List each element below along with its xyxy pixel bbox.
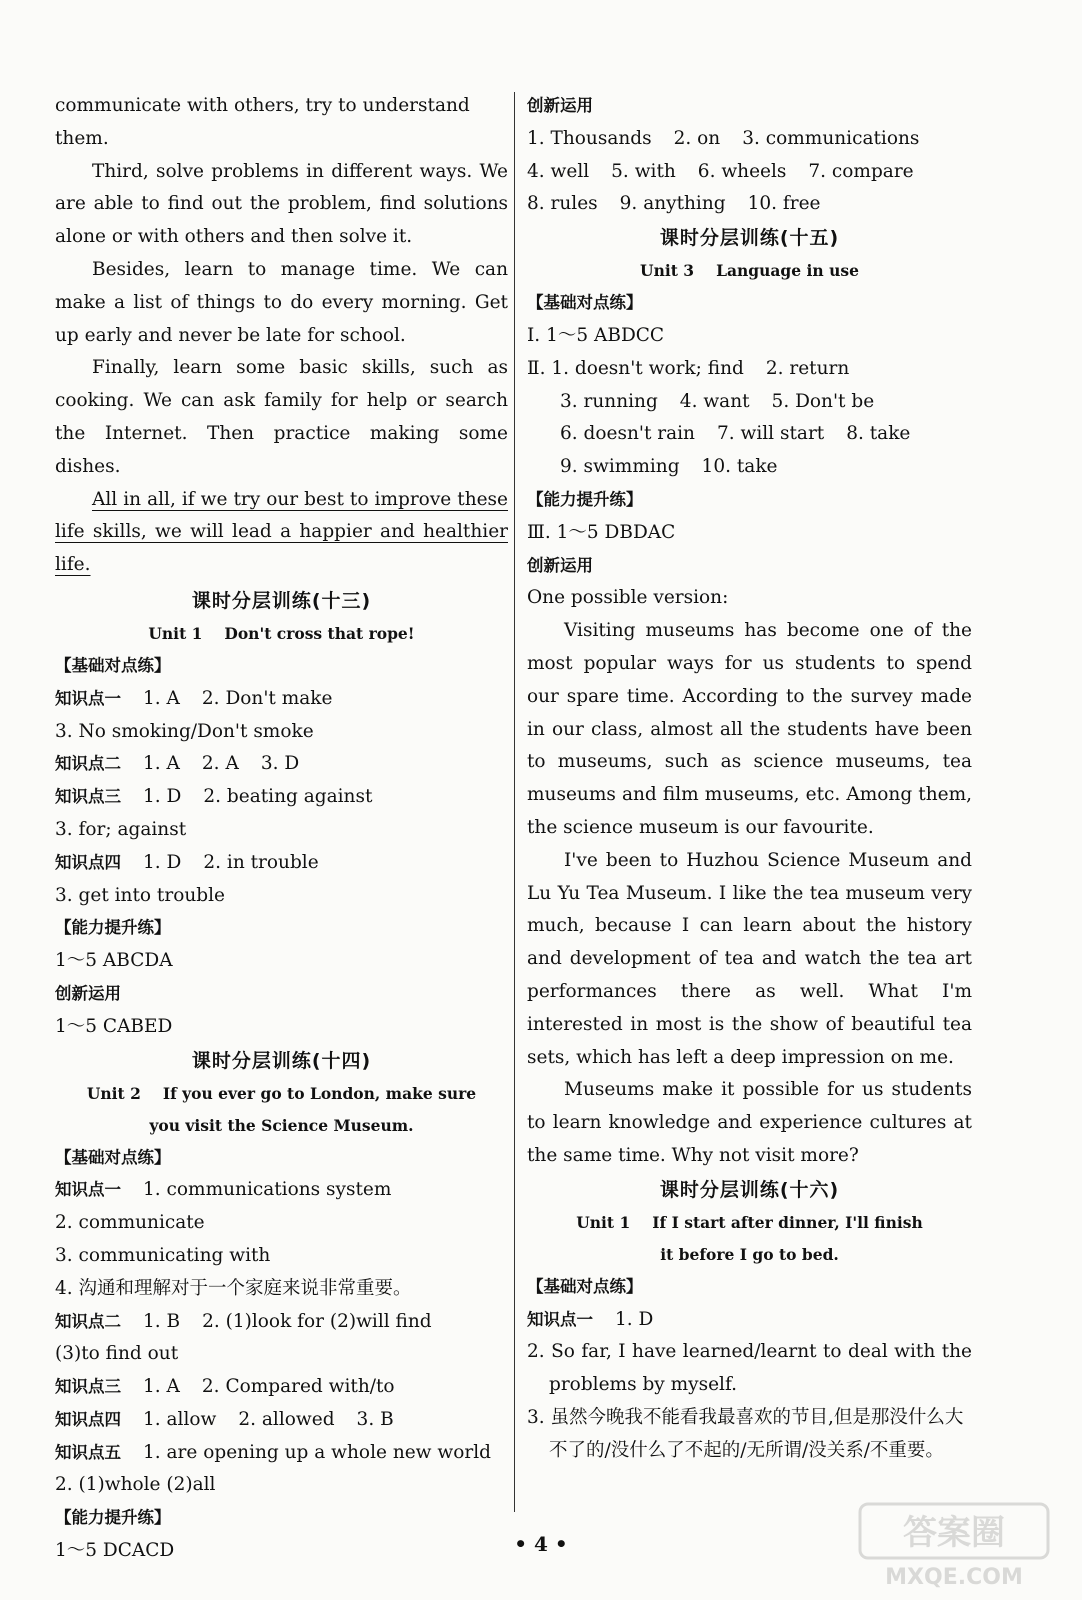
- knowledge-point-1-b: 2. communicate: [55, 1212, 205, 1234]
- knowledge-point-4: 知识点四 1. allow 2. allowed 3. B: [55, 1408, 394, 1430]
- page-number: • 4 •: [514, 1532, 568, 1556]
- essay-paragraph: Finally, learn some basic skills, such as cooking. We can ask family for help or search the Internet. Then practice making some dishes.: [55, 357, 508, 477]
- knowledge-point-5: 知识点五 1. are opening up a whole new world: [55, 1441, 491, 1463]
- lesson-16-unit-cont: it before I go to bed.: [660, 1244, 839, 1264]
- essay-paragraph: Third, solve problems in different ways. We are able to find out the problem, find solutions alone or with others and then solve it.: [55, 160, 508, 248]
- innovation-section-heading: 创新运用: [55, 983, 121, 1003]
- basic-section-heading: 【基础对点练】: [55, 1147, 171, 1167]
- part-i-answers: Ⅰ. 1～5 ABDCC: [527, 324, 665, 346]
- knowledge-point-3: 知识点三 1. A 2. Compared with/to: [55, 1376, 395, 1398]
- knowledge-point-1: 知识点一 1. A 2. Don't make: [55, 687, 333, 709]
- column-divider: [514, 92, 515, 1512]
- knowledge-point-2: 知识点二 1. A 2. A 3. D: [55, 753, 300, 775]
- innovation-section-heading: 创新运用: [527, 555, 593, 575]
- essay-conclusion: All in all, if we try our best to improve these life skills, we will lead a happier and healthier life.: [55, 488, 508, 576]
- knowledge-point-1: 知识点一 1. D: [527, 1308, 654, 1330]
- part-ii-row-4: 9. swimming 10. take: [560, 456, 778, 478]
- part-ii-row-3: 6. doesn't rain 7. will start 8. take: [560, 423, 911, 445]
- innovation-section-heading: 创新运用: [527, 96, 593, 115]
- sample-essay-paragraph: I've been to Huzhou Science Museum and Lu Yu Tea Museum. I like the tea museum very much, because I can learn about the history and development of tea and watch the tea art performances there as well. What I'm interested in most is the show of beautiful tea sets, which has left a deep impression on me.: [527, 849, 972, 1068]
- knowledge-point-1-d: 4. 沟通和理解对于一个家庭来说非常重要。: [55, 1277, 412, 1299]
- part-ii-row-2: 3. running 4. want 5. Don't be: [560, 390, 875, 412]
- lesson-14-unit: Unit 2 If you ever go to London, make sure: [86, 1083, 477, 1103]
- innovation-answers: 1～5 CABED: [55, 1015, 173, 1037]
- essay-paragraph: Besides, learn to manage time. We can make a list of things to do every morning. Get up early and never be late for school.: [55, 258, 508, 346]
- knowledge-point-1-b: 2. So far, I have learned/learnt to deal with the problems by myself.: [527, 1341, 972, 1396]
- lesson-14-title: 课时分层训练(十四): [191, 1049, 372, 1072]
- knowledge-point-2-cont: (3)to find out: [55, 1343, 179, 1365]
- part-ii-row-1: Ⅱ. 1. doesn't work; find 2. return: [527, 357, 850, 379]
- innovation-answers-row-1: 1. Thousands 2. on 3. communications: [527, 127, 920, 149]
- knowledge-point-3-cont: 3. for; against: [55, 818, 187, 840]
- sample-essay-paragraph: Visiting museums has become one of the most popular ways for us students to spend our spare time. According to the survey made in our class, almost all the students have been to museums, such as science museums, tea museums and film museums, etc. Among them, the science museum is our favourite.: [527, 620, 972, 838]
- knowledge-point-1-c: 3. 虽然今晚我不能看我最喜欢的节目,但是那没什么大不了的/没什么了不起的/无所谓/没关系/不重要。: [527, 1406, 964, 1461]
- part-iii-answers: Ⅲ. 1～5 DBDAC: [527, 521, 676, 543]
- ability-answers: 1～5 ABCDA: [55, 950, 173, 972]
- svg-text:MXQE.COM: MXQE.COM: [885, 1565, 1023, 1590]
- ability-section-heading: 【能力提升练】: [55, 1508, 171, 1528]
- ability-answers: 1～5 DCACD: [55, 1540, 175, 1562]
- knowledge-point-4: 知识点四 1. D 2. in trouble: [55, 851, 319, 873]
- svg-text:答案圈: 答案圈: [903, 1513, 1005, 1553]
- lesson-14-unit-cont: you visit the Science Museum.: [149, 1115, 414, 1135]
- lesson-16-title: 课时分层训练(十六): [659, 1178, 840, 1201]
- lesson-13-title: 课时分层训练(十三): [191, 589, 372, 612]
- sample-essay-paragraph: Museums make it possible for us students to learn knowledge and experience cultures at the same time. Why not visit more?: [527, 1079, 972, 1166]
- basic-section-heading: 【基础对点练】: [55, 655, 171, 675]
- essay-line: communicate with others, try to understand them.: [55, 95, 470, 149]
- knowledge-point-1-c: 3. communicating with: [55, 1244, 271, 1266]
- left-column: [55, 90, 508, 1568]
- basic-section-heading: 【基础对点练】: [527, 1276, 643, 1296]
- watermark-logo: [854, 1500, 1054, 1590]
- knowledge-point-2: 知识点二 1. B 2. (1)look for (2)will find: [55, 1310, 432, 1332]
- lesson-15-unit: Unit 3 Language in use: [640, 261, 859, 281]
- knowledge-point-1-cont: 3. No smoking/Don't smoke: [55, 720, 314, 742]
- innovation-answers-row-3: 8. rules 9. anything 10. free: [527, 193, 821, 215]
- lesson-13-unit: Unit 1 Don't cross that rope!: [148, 623, 415, 643]
- knowledge-point-1: 知识点一 1. communications system: [55, 1179, 392, 1201]
- knowledge-point-4-cont: 3. get into trouble: [55, 884, 225, 906]
- knowledge-point-3: 知识点三 1. D 2. beating against: [55, 786, 373, 808]
- innovation-answers-row-2: 4. well 5. with 6. wheels 7. compare: [527, 160, 914, 182]
- ability-section-heading: 【能力提升练】: [527, 489, 643, 509]
- right-column: [527, 90, 972, 1467]
- possible-version-label: One possible version:: [527, 587, 729, 609]
- knowledge-point-5-cont: 2. (1)whole (2)all: [55, 1474, 216, 1496]
- lesson-15-title: 课时分层训练(十五): [659, 227, 840, 250]
- lesson-16-unit: Unit 1 If I start after dinner, I'll finish: [576, 1212, 923, 1232]
- basic-section-heading: 【基础对点练】: [527, 293, 643, 313]
- ability-section-heading: 【能力提升练】: [55, 918, 171, 938]
